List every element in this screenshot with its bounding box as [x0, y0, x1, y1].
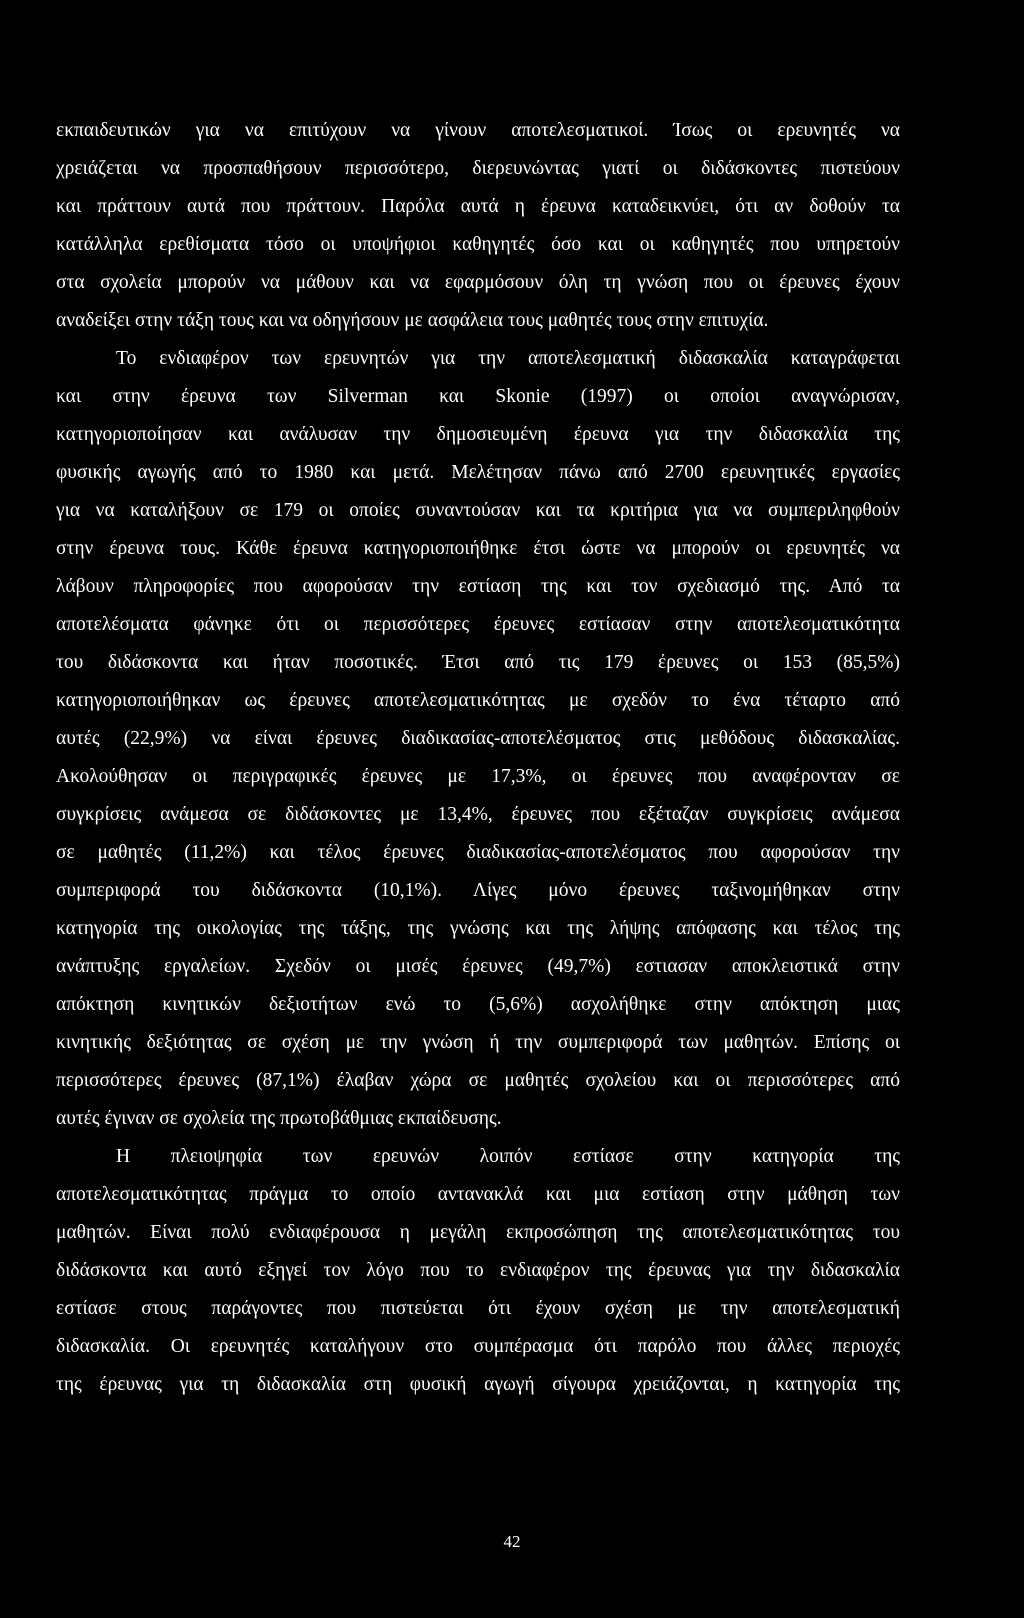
- text-line: αποτελεσματικότητας πράγμα το οποίο αντανακλά και μια εστίαση στην μάθηση των: [56, 1184, 900, 1205]
- text-line: κατηγορία της οικολογίας της τάξης, της γνώσης και της λήψης απόφασης και τέλος της: [56, 918, 900, 939]
- text-line: σε μαθητές (11,2%) και τέλος έρευνες διαδικασίας-αποτελέσματος που αφορούσαν την: [56, 842, 900, 863]
- text-line: κατάλληλα ερεθίσματα τόσο οι υποψήφιοι καθηγητές όσο και οι καθηγητές που υπηρετούν: [56, 234, 900, 255]
- text-line: κατηγοριοποιήθηκαν ως έρευνες αποτελεσματικότητας με σχεδόν το ένα τέταρτο από: [56, 690, 900, 711]
- text-line: συμπεριφορά του διδάσκοντα (10,1%). Λίγες μόνο έρευνες ταξινομήθηκαν στην: [56, 880, 900, 901]
- text-line: Η πλειοψηφία των ερευνών λοιπόν εστίασε στην κατηγορία της: [116, 1146, 900, 1167]
- text-line: εστίασε στους παράγοντες που πιστεύεται ότι έχουν σχέση με την αποτελεσματική: [56, 1298, 900, 1319]
- body-text: [56, 112, 900, 1404]
- text-line: διδασκαλία. Οι ερευνητές καταλήγουν στο συμπέρασμα ότι παρόλο που άλλες περιοχές: [56, 1336, 900, 1357]
- text-line: εκπαιδευτικών για να επιτύχουν να γίνουν αποτελεσματικοί. Ίσως οι ερευνητές να: [56, 120, 900, 141]
- text-line: αποτελέσματα φάνηκε ότι οι περισσότερες έρευνες εστίασαν στην αποτελεσματικότητα: [56, 614, 900, 635]
- text-line: ανάπτυξης εργαλείων. Σχεδόν οι μισές έρευνες (49,7%) εστιασαν αποκλειστικά στην: [56, 956, 900, 977]
- text-line: κινητικής δεξιότητας σε σχέση με την γνώση ή την συμπεριφορά των μαθητών. Επίσης οι: [56, 1032, 900, 1053]
- text-line: και στην έρευνα των Silverman και Skonie (1997) οι οποίοι αναγνώρισαν,: [56, 386, 900, 407]
- text-line: του διδάσκοντα και ήταν ποσοτικές. Έτσι από τις 179 έρευνες οι 153 (85,5%): [56, 652, 900, 673]
- text-line: στα σχολεία μπορούν να μάθουν και να εφαρμόσουν όλη τη γνώση που οι έρευνες έχουν: [56, 272, 900, 293]
- text-line: λάβουν πληροφορίες που αφορούσαν την εστίαση της και τον σχεδιασμό της. Από τα: [56, 576, 900, 597]
- page-number: 42: [503, 1532, 521, 1551]
- text-line: αναδείξει στην τάξη τους και να οδηγήσουν με ασφάλεια τους μαθητές τους στην επιτυχία.: [56, 310, 769, 331]
- text-line: φυσικής αγωγής από το 1980 και μετά. Μελέτησαν πάνω από 2700 ερευνητικές εργασίες: [56, 462, 900, 483]
- text-line: Το ενδιαφέρον των ερευνητών για την αποτελεσματική διδασκαλία καταγράφεται: [116, 348, 900, 369]
- text-line: στην έρευνα τους. Κάθε έρευνα κατηγοριοποιήθηκε έτσι ώστε να μπορούν οι ερευνητές να: [56, 538, 900, 559]
- text-line: της έρευνας για τη διδασκαλία στη φυσική αγωγή σίγουρα χρειάζονται, η κατηγορία της: [56, 1374, 900, 1395]
- text-line: αυτές (22,9%) να είναι έρευνες διαδικασίας-αποτελέσματος στις μεθόδους διδασκαλίας.: [56, 728, 900, 749]
- text-line: για να καταλήξουν σε 179 οι οποίες συναντούσαν και τα κριτήρια για να συμπεριληφθούν: [56, 500, 900, 521]
- text-line: απόκτηση κινητικών δεξιοτήτων ενώ το (5,6%) ασχολήθηκε στην απόκτηση μιας: [56, 994, 900, 1015]
- text-line: κατηγοριοποίησαν και ανάλυσαν την δημοσιευμένη έρευνα για την διδασκαλία της: [56, 424, 900, 445]
- text-line: χρειάζεται να προσπαθήσουν περισσότερο, διερευνώντας γιατί οι διδάσκοντες πιστεύουν: [56, 158, 900, 179]
- text-line: αυτές έγιναν σε σχολεία της πρωτοβάθμιας εκπαίδευσης.: [56, 1108, 502, 1129]
- text-line: Ακολούθησαν οι περιγραφικές έρευνες με 17,3%, οι έρευνες που αναφέρονταν σε: [56, 766, 900, 787]
- text-line: περισσότερες έρευνες (87,1%) έλαβαν χώρα σε μαθητές σχολείου και οι περισσότερες από: [56, 1070, 900, 1091]
- text-line: συγκρίσεις ανάμεσα σε διδάσκοντες με 13,4%, έρευνες που εξέταζαν συγκρίσεις ανάμεσα: [56, 804, 900, 825]
- text-line: μαθητών. Είναι πολύ ενδιαφέρουσα η μεγάλη εκπροσώπηση της αποτελεσματικότητας του: [56, 1222, 900, 1243]
- text-line: και πράττουν αυτά που πράττουν. Παρόλα αυτά η έρευνα καταδεικνύει, ότι αν δοθούν τα: [56, 196, 900, 217]
- text-line: διδάσκοντα και αυτό εξηγεί τον λόγο που το ενδιαφέρον της έρευνας για την διδασκαλία: [56, 1260, 900, 1281]
